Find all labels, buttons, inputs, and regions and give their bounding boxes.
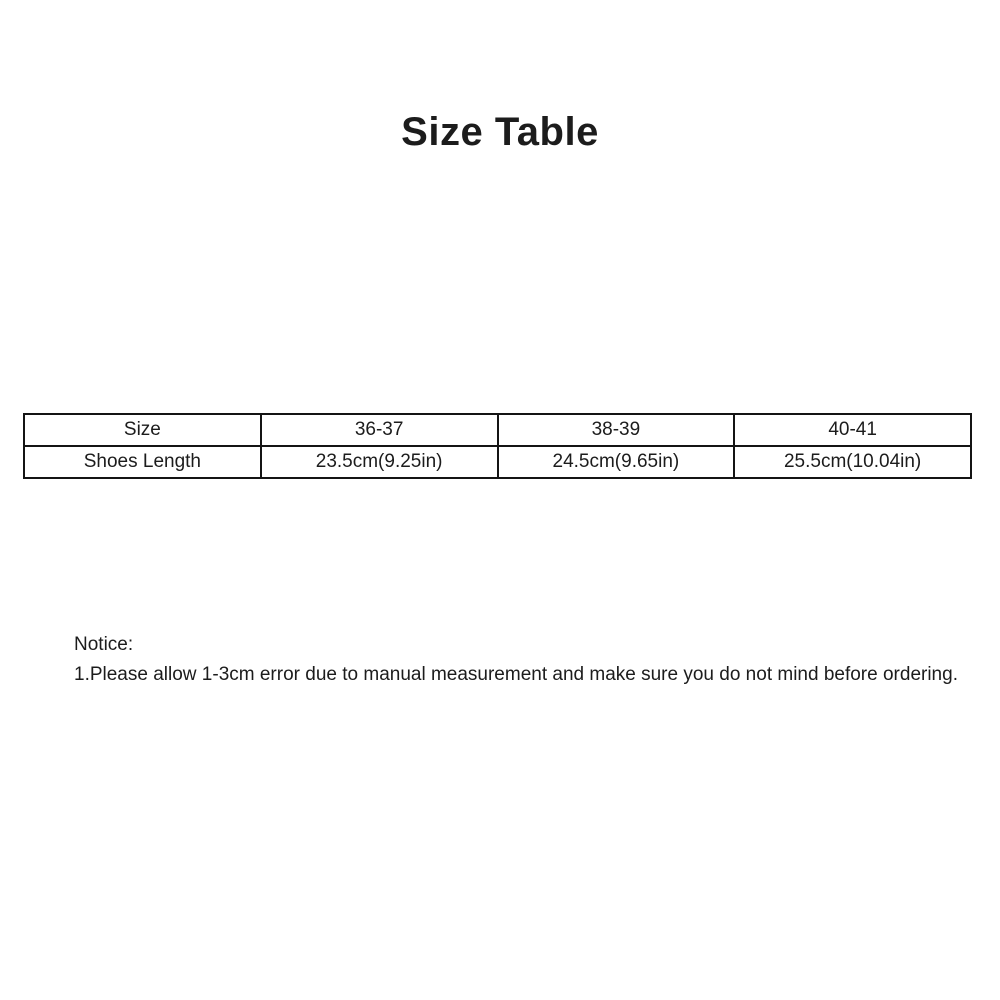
table-cell-size-38-39: 38-39 — [498, 414, 735, 446]
notice-block — [74, 630, 958, 690]
notice-heading: Notice: — [74, 634, 134, 655]
page-title: Size Table — [401, 110, 599, 154]
table-cell-size-36-37: 36-37 — [261, 414, 498, 446]
table-cell-length-36-37: 23.5cm(9.25in) — [261, 446, 498, 478]
table-cell-length-38-39: 24.5cm(9.65in) — [498, 446, 735, 478]
size-table — [23, 413, 972, 479]
table-cell-size-40-41: 40-41 — [734, 414, 971, 446]
table-cell-size-label: Size — [24, 414, 261, 446]
notice-item: 1.Please allow 1-3cm error due to manual measurement and make sure you do not mind before ordering. — [74, 664, 958, 685]
table-cell-shoes-length-label: Shoes Length — [24, 446, 261, 478]
table-cell-length-40-41: 25.5cm(10.04in) — [734, 446, 971, 478]
table-row-shoes-length — [24, 446, 971, 478]
table-row-header — [24, 414, 971, 446]
